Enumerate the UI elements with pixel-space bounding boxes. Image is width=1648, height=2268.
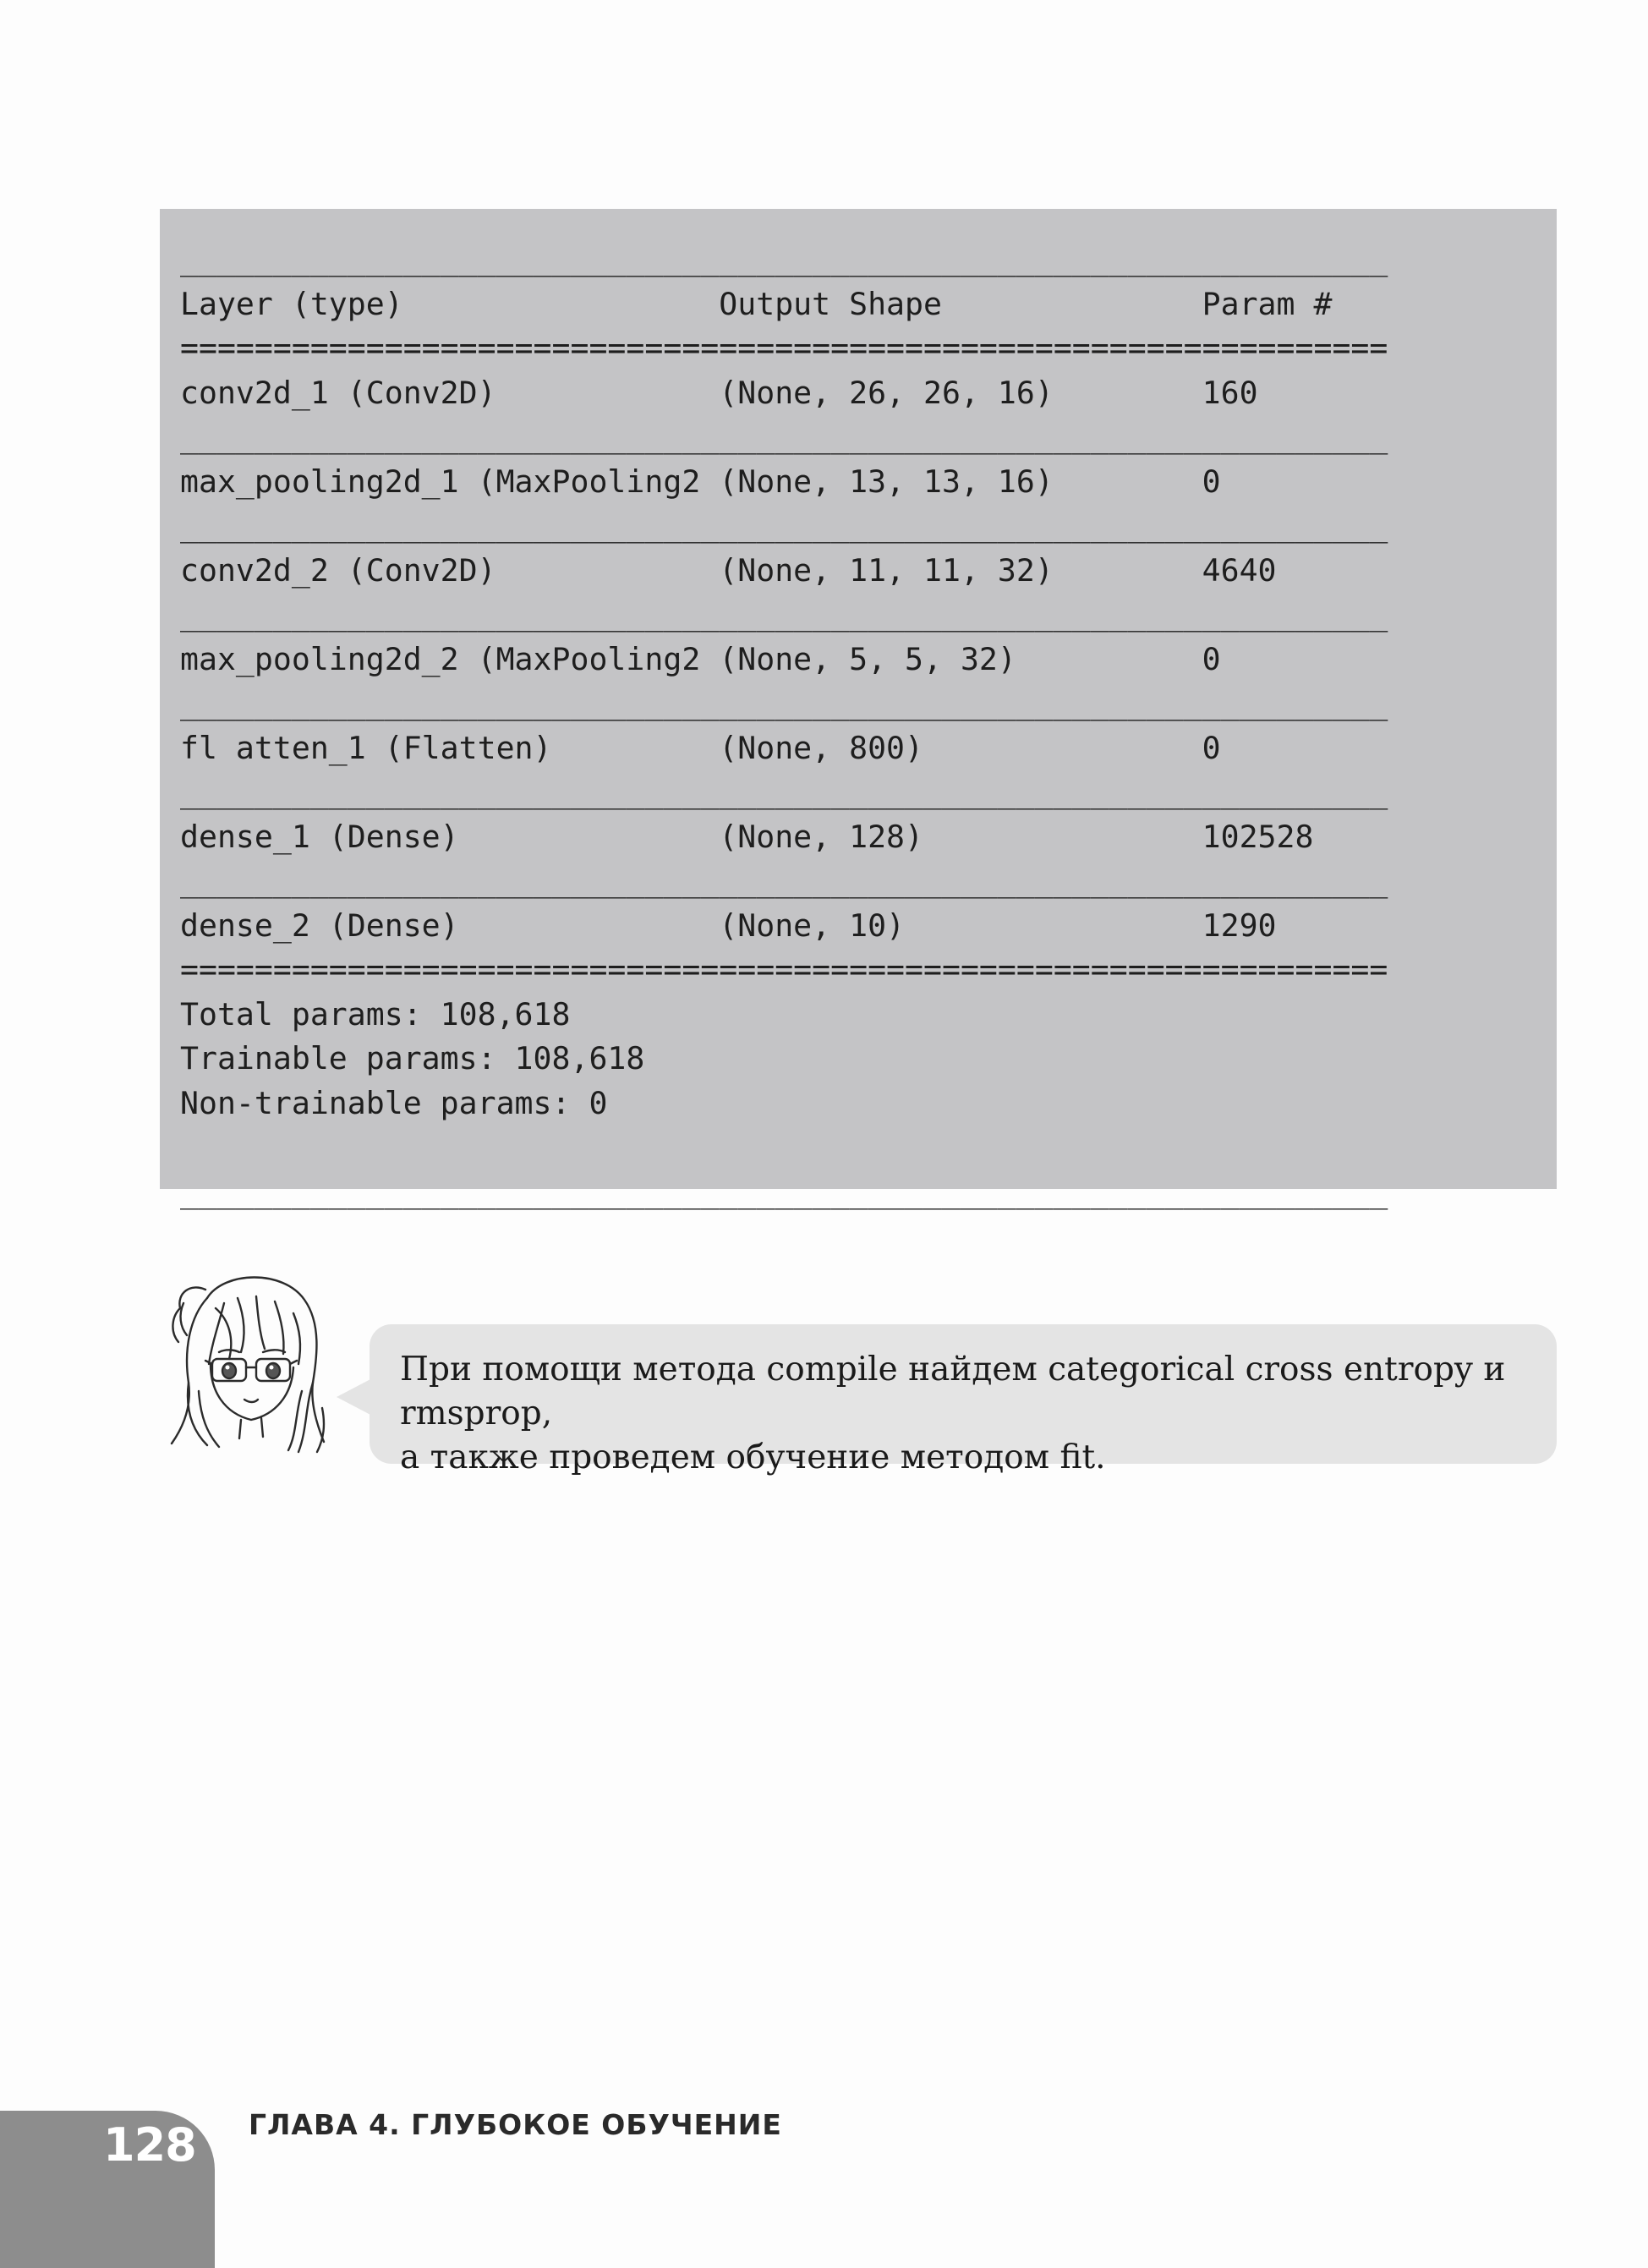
code-line: _________________________________________________________________ xyxy=(180,863,1388,899)
code-line: Layer (type) Output Shape Param # xyxy=(180,285,1333,322)
code-line: ================================================================= xyxy=(180,951,1388,988)
code-line: dense_1 (Dense) (None, 128) 102528 xyxy=(180,818,1314,855)
code-line xyxy=(180,1126,1388,1170)
code-listing-block xyxy=(160,209,1557,1210)
code-line: fl atten_1 (Flatten) (None, 800) 0 xyxy=(180,729,1221,766)
speech-line-1: При помощи метода compile найдем categorical cross entropy и rmsprop, xyxy=(400,1350,1506,1433)
code-line: _________________________________________________________________ xyxy=(180,596,1388,633)
code-line: _________________________________________________________________ xyxy=(180,241,1388,277)
code-line: _________________________________________________________________ xyxy=(180,507,1388,544)
code-line: _________________________________________________________________ xyxy=(180,685,1388,721)
code-line: _________________________________________________________________ xyxy=(180,774,1388,810)
page-number: 128 xyxy=(103,2118,196,2172)
chapter-title: ГЛАВА 4. ГЛУБОКОЕ ОБУЧЕНИЕ xyxy=(249,2108,782,2141)
code-line: _________________________________________________________________ xyxy=(180,1173,1388,1210)
girl-with-glasses-icon xyxy=(156,1264,334,1467)
speech-bubble xyxy=(370,1324,1557,1476)
code-line: conv2d_1 (Conv2D) (None, 26, 26, 16) 160 xyxy=(180,374,1258,411)
code-line: max_pooling2d_2 (MaxPooling2 (None, 5, 5, 32) 0 xyxy=(180,640,1221,677)
code-line: dense_2 (Dense) (None, 10) 1290 xyxy=(180,907,1277,944)
code-line: _________________________________________________________________ xyxy=(180,419,1388,455)
speech-bubble-text xyxy=(400,1348,1531,1480)
code-line: Total params: 108,618 xyxy=(180,995,571,1033)
code-line: Non-trainable params: 0 xyxy=(180,1084,608,1121)
model-summary-code xyxy=(180,238,1388,1214)
speech-line-2: а также проведем обучение методом fit. xyxy=(400,1438,1106,1476)
speech-bubble-tail xyxy=(337,1378,372,1416)
code-line: Trainable params: 108,618 xyxy=(180,1040,645,1076)
code-line: ================================================================= xyxy=(180,330,1388,366)
code-line: conv2d_2 (Conv2D) (None, 11, 11, 32) 4640 xyxy=(180,551,1277,589)
code-line: max_pooling2d_1 (MaxPooling2 (None, 13, 13, 16) 0 xyxy=(180,463,1221,500)
